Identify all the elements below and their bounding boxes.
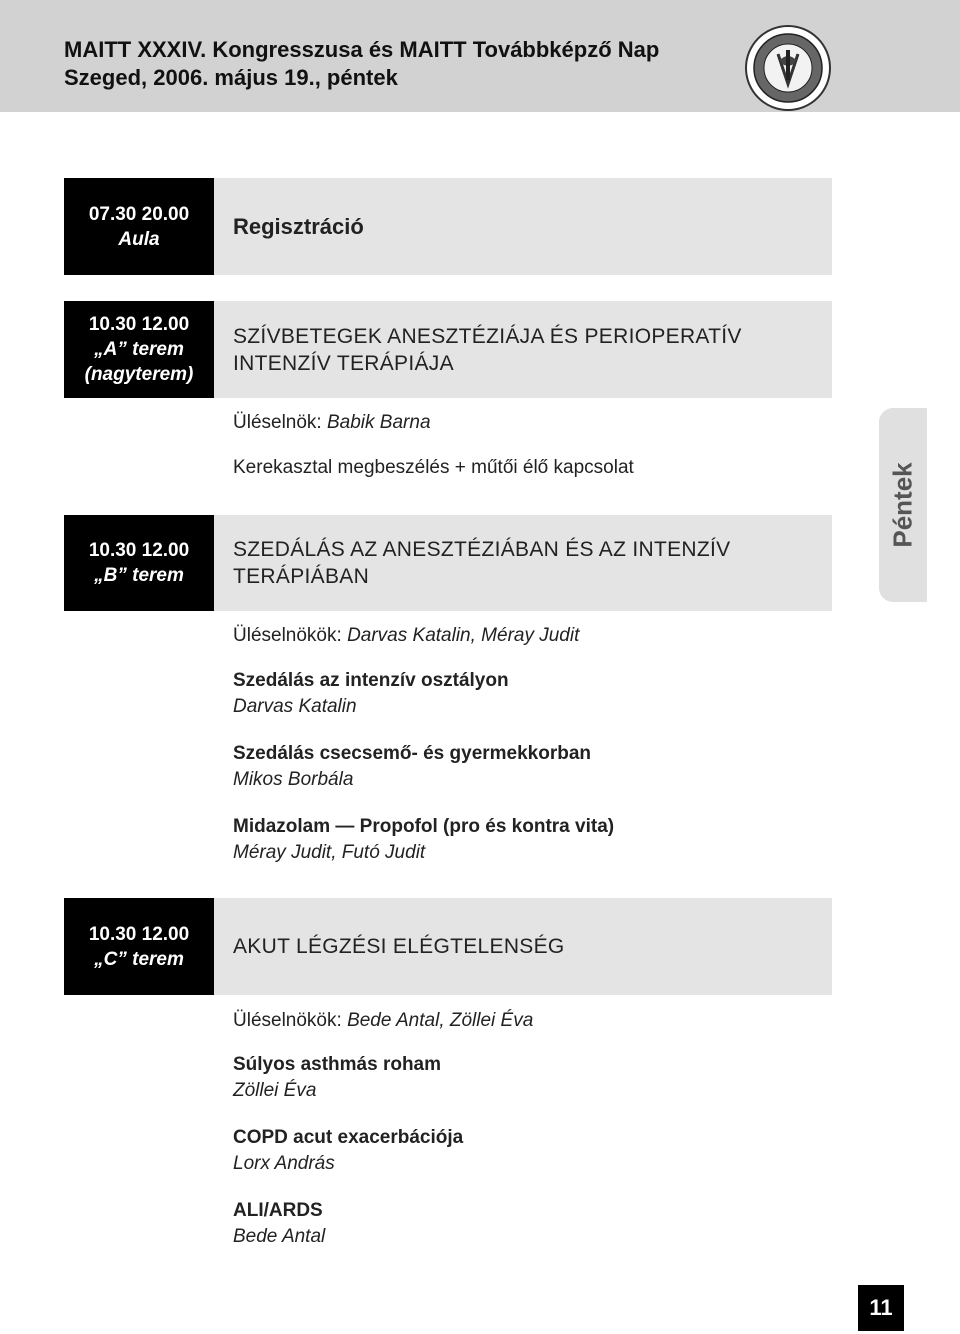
session-b-bar	[214, 515, 832, 611]
talk-title: ALI/ARDS	[233, 1200, 323, 1221]
day-side-tab-label: Péntek	[887, 462, 918, 548]
session-a-chair-label: Üléselnök:	[233, 412, 322, 433]
session-a-chair-names: Babik Barna	[327, 412, 431, 433]
session-c-chair-label: Üléselnökök:	[233, 1010, 342, 1031]
session-b-title-line1: SZEDÁLÁS AZ ANESZTÉZIÁBAN ÉS AZ INTENZÍV	[233, 538, 731, 561]
session-c-talk-2	[233, 1125, 463, 1177]
congress-title	[64, 36, 659, 92]
session-c-title: AKUT LÉGZÉSI ELÉGTELENSÉG	[233, 935, 565, 958]
session-a-chair	[233, 410, 431, 436]
talk-author: Méray Judit, Futó Judit	[233, 842, 426, 863]
day-side-tab	[879, 408, 927, 602]
session-a-title-line1: SZÍVBETEGEK ANESZTÉZIÁJA ÉS PERIOPERATÍV	[233, 324, 742, 348]
talk-title: Súlyos asthmás roham	[233, 1054, 442, 1075]
session-c-chair-names: Bede Antal, Zöllei Éva	[347, 1010, 534, 1031]
session-c-talk-1	[233, 1052, 441, 1104]
session-c-time: 10.30 12.00	[88, 923, 190, 945]
talk-author: Lorx András	[233, 1153, 335, 1174]
session-b-talk-1	[233, 668, 509, 720]
session-b-title	[233, 536, 730, 590]
session-c-bar	[214, 898, 832, 995]
session-a-title-line2: INTENZÍV TERÁPIÁJA	[233, 351, 454, 375]
talk-title: COPD acut exacerbációja	[233, 1127, 464, 1148]
registration-room: Aula	[118, 228, 160, 250]
session-c-timebox	[64, 898, 214, 995]
session-a-format: Kerekasztal megbeszélés + műtői élő kapcsolat	[233, 457, 634, 478]
talk-title: Szedálás az intenzív osztályon	[233, 670, 509, 691]
session-c-talk-3	[233, 1198, 325, 1250]
session-b-talk-2	[233, 741, 591, 793]
talk-title: Szedálás csecsemő- és gyermekkorban	[233, 743, 592, 764]
session-a-bar	[214, 301, 832, 398]
session-a-room: „A” terem	[94, 339, 184, 360]
registration-time: 07.30 20.00	[88, 203, 190, 225]
registration-timebox	[64, 178, 214, 275]
registration-bar	[214, 178, 832, 275]
session-b-chair-label: Üléselnökök:	[233, 625, 342, 646]
congress-date-line: Szeged, 2006. május 19., péntek	[64, 65, 398, 90]
talk-author: Mikos Borbála	[233, 769, 354, 790]
session-a-time: 10.30 12.00	[88, 314, 190, 335]
congress-title-line1: MAITT XXXIV. Kongresszusa és MAITT Továbbképző Nap	[64, 37, 660, 62]
session-b-chair-names: Darvas Katalin, Méray Judit	[347, 625, 580, 646]
talk-author: Darvas Katalin	[233, 696, 357, 717]
session-a-timebox	[64, 301, 214, 398]
talk-author: Zöllei Éva	[233, 1080, 317, 1101]
session-b-timebox	[64, 515, 214, 611]
session-b-title-line2: TERÁPIÁBAN	[233, 565, 370, 588]
talk-author: Bede Antal	[233, 1226, 326, 1247]
session-b-room: „B” terem	[94, 565, 184, 586]
session-c-room: „C” terem	[94, 948, 184, 970]
page-header	[0, 0, 960, 112]
session-b-time: 10.30 12.00	[88, 540, 190, 561]
session-a-title	[233, 323, 742, 377]
session-a-room-note: (nagyterem)	[84, 364, 194, 385]
page-number: 11	[858, 1285, 904, 1331]
talk-title: Midazolam — Propofol (pro és kontra vita)	[233, 816, 615, 837]
registration-title: Regisztráció	[233, 214, 364, 239]
society-seal-logo	[744, 24, 832, 112]
session-b-chair	[233, 623, 579, 649]
session-c-chair	[233, 1008, 533, 1034]
session-b-talk-3	[233, 814, 614, 866]
